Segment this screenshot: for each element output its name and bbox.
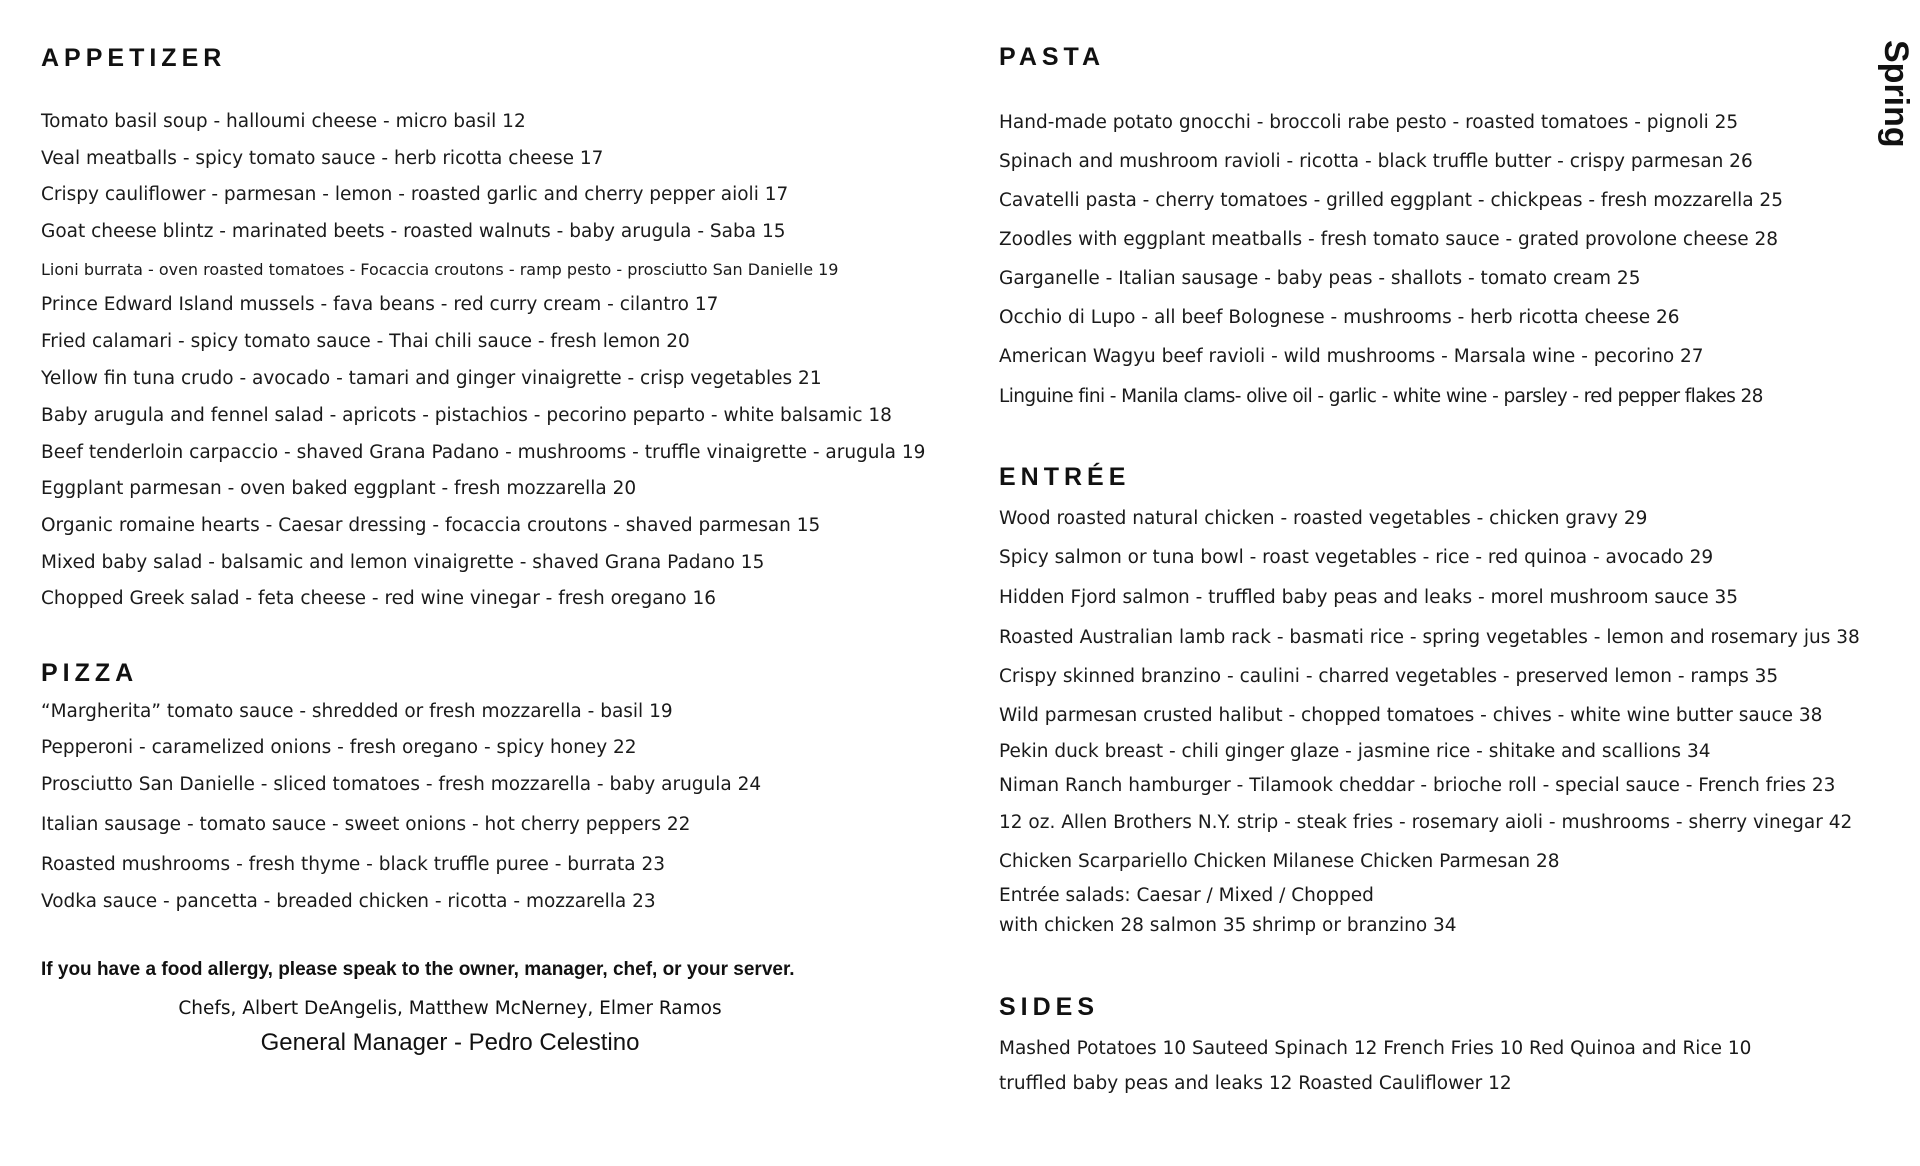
appetizer-item: Lioni burrata - oven roasted tomatoes - Focaccia croutons - ramp pesto - prosciutto San Danielle 19 (41, 260, 839, 279)
sides-item: truffled baby peas and leaks 12 Roasted Cauliflower 12 (999, 1073, 1512, 1094)
sides-item: Mashed Potatoes 10 Sauteed Spinach 12 French Fries 10 Red Quinoa and Rice 10 (999, 1038, 1752, 1059)
appetizer-item: Mixed baby salad - balsamic and lemon vinaigrette - shaved Grana Padano 15 (41, 552, 765, 573)
entree-item: Hidden Fjord salmon - truffled baby peas and leaks - morel mushroom sauce 35 (999, 587, 1739, 608)
entree-item: Wild parmesan crusted halibut - chopped tomatoes - chives - white wine butter sauce 38 (999, 705, 1823, 726)
pizza-item: Pepperoni - caramelized onions - fresh oregano - spicy honey 22 (41, 737, 637, 758)
appetizer-item: Crispy cauliflower - parmesan - lemon - roasted garlic and cherry pepper aioli 17 (41, 184, 789, 205)
pasta-item: Occhio di Lupo - all beef Bolognese - mushrooms - herb ricotta cheese 26 (999, 307, 1680, 328)
entree-item: Chicken Scarpariello Chicken Milanese Chicken Parmesan 28 (999, 851, 1560, 872)
pasta-heading: PASTA (999, 43, 1106, 71)
appetizer-item: Beef tenderloin carpaccio - shaved Grana Padano - mushrooms - truffle vinaigrette - arugula 19 (41, 442, 926, 463)
appetizer-item: Chopped Greek salad - feta cheese - red wine vinegar - fresh oregano 16 (41, 588, 717, 609)
general-manager: General Manager - Pedro Celestino (260, 1029, 640, 1056)
appetizer-item: Baby arugula and fennel salad - apricots - pistachios - pecorino peparto - white balsamic 18 (41, 405, 892, 426)
pizza-item: Vodka sauce - pancetta - breaded chicken - ricotta - mozzarella 23 (41, 891, 656, 912)
right-column (960, 0, 1920, 1166)
entree-item: Spicy salmon or tuna bowl - roast vegetables - rice - red quinoa - avocado 29 (999, 547, 1714, 568)
pasta-item: Linguine fini - Manila clams- olive oil - garlic - white wine - parsley - red pepper flakes 28 (999, 386, 1763, 407)
appetizer-heading: APPETIZER (41, 44, 227, 72)
entree-item: 12 oz. Allen Brothers N.Y. strip - steak fries - rosemary aioli - mushrooms - sherry vinegar 42 (999, 812, 1853, 833)
entree-item: with chicken 28 salmon 35 shrimp or branzino 34 (999, 915, 1457, 936)
pasta-item: Zoodles with eggplant meatballs - fresh tomato sauce - grated provolone cheese 28 (999, 229, 1779, 250)
chefs-credit: Chefs, Albert DeAngelis, Matthew McNerney, Elmer Ramos (178, 998, 722, 1019)
entree-item: Roasted Australian lamb rack - basmati rice - spring vegetables - lemon and rosemary jus 38 (999, 627, 1860, 648)
pizza-item: Prosciutto San Danielle - sliced tomatoes - fresh mozzarella - baby arugula 24 (41, 774, 762, 795)
entree-item: Entrée salads: Caesar / Mixed / Chopped (999, 885, 1374, 906)
appetizer-item: Yellow fin tuna crudo - avocado - tamari and ginger vinaigrette - crisp vegetables 21 (41, 368, 822, 389)
allergy-notice: If you have a food allergy, please speak to the owner, manager, chef, or your server. (41, 959, 795, 980)
season-label: Spring (1877, 40, 1915, 148)
pasta-item: American Wagyu beef ravioli - wild mushrooms - Marsala wine - pecorino 27 (999, 346, 1704, 367)
pasta-item: Garganelle - Italian sausage - baby peas - shallots - tomato cream 25 (999, 268, 1641, 289)
pasta-item: Hand-made potato gnocchi - broccoli rabe pesto - roasted tomatoes - pignoli 25 (999, 112, 1739, 133)
pasta-item: Cavatelli pasta - cherry tomatoes - grilled eggplant - chickpeas - fresh mozzarella 25 (999, 190, 1783, 211)
pizza-item: Roasted mushrooms - fresh thyme - black truffle puree - burrata 23 (41, 854, 666, 875)
entree-item: Wood roasted natural chicken - roasted vegetables - chicken gravy 29 (999, 508, 1648, 529)
entree-heading: ENTRÉE (999, 463, 1131, 491)
appetizer-item: Eggplant parmesan - oven baked eggplant - fresh mozzarella 20 (41, 478, 637, 499)
entree-item: Niman Ranch hamburger - Tilamook cheddar - brioche roll - special sauce - French fries 23 (999, 775, 1836, 796)
pizza-heading: PIZZA (41, 659, 139, 687)
appetizer-item: Veal meatballs - spicy tomato sauce - herb ricotta cheese 17 (41, 148, 604, 169)
entree-item: Crispy skinned branzino - caulini - charred vegetables - preserved lemon - ramps 35 (999, 666, 1779, 687)
appetizer-item: Prince Edward Island mussels - fava beans - red curry cream - cilantro 17 (41, 294, 719, 315)
entree-item: Pekin duck breast - chili ginger glaze - jasmine rice - shitake and scallions 34 (999, 741, 1711, 762)
pizza-item: Italian sausage - tomato sauce - sweet onions - hot cherry peppers 22 (41, 814, 691, 835)
appetizer-item: Organic romaine hearts - Caesar dressing - focaccia croutons - shaved parmesan 15 (41, 515, 821, 536)
pizza-item: “Margherita” tomato sauce - shredded or fresh mozzarella - basil 19 (41, 701, 673, 722)
appetizer-item: Goat cheese blintz - marinated beets - roasted walnuts - baby arugula - Saba 15 (41, 221, 786, 242)
appetizer-item: Tomato basil soup - halloumi cheese - micro basil 12 (41, 111, 526, 132)
appetizer-item: Fried calamari - spicy tomato sauce - Thai chili sauce - fresh lemon 20 (41, 331, 690, 352)
sides-heading: SIDES (999, 993, 1100, 1021)
pasta-item: Spinach and mushroom ravioli - ricotta - black truffle butter - crispy parmesan 26 (999, 151, 1753, 172)
